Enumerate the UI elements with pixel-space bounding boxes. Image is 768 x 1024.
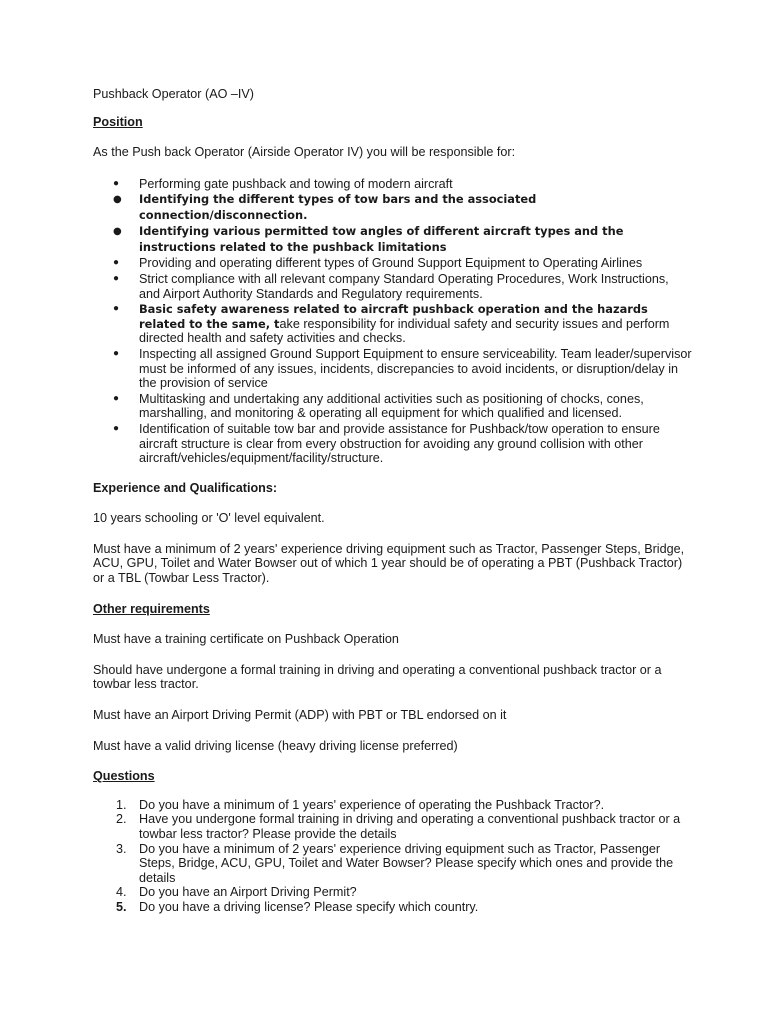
list-item-text-bold: Basic safety awareness related to aircraft pushback operation and the hazards related to the same, t <box>139 302 648 331</box>
intro-text: As the Push back Operator (Airside Operator IV) you will be responsible for: <box>93 145 516 160</box>
list-item-text: ake responsibility for individual safety and security issues and perform directed health and safety activities and checks. <box>139 316 670 346</box>
bullet-icon: ● <box>113 177 120 189</box>
list-item-text: Identification of suitable tow bar and provide assistance for Pushback/tow operation to ensure aircraft structure is clear from every obstruction for avoiding any ground collision with other aircraft/vehicles/equipment/facility/structure. <box>139 421 660 466</box>
list-item <box>93 392 693 421</box>
list-item <box>93 256 693 271</box>
questions-heading: Questions <box>93 769 155 784</box>
bullet-icon: ● <box>113 226 122 238</box>
bullet-icon: ● <box>113 392 120 404</box>
list-item-text: Strict compliance with all relevant company Standard Operating Procedures, Work Instructions, and Airport Authority Standards and Regulatory requirements. <box>139 271 669 301</box>
question-item <box>93 900 693 915</box>
list-item <box>93 192 693 223</box>
list-item-text: Identifying the different types of tow bars and the associated connection/disconnection. <box>139 192 537 222</box>
list-item-text: Identifying various permitted tow angles of different aircraft types and the instructions related to the pushback limitations <box>139 224 624 254</box>
question-item <box>93 812 693 841</box>
requirement-item: Must have an Airport Driving Permit (ADP) with PBT or TBL endorsed on it <box>93 708 507 723</box>
list-item <box>93 272 693 301</box>
list-item-text: Providing and operating different types of Ground Support Equipment to Operating Airlines <box>139 256 643 271</box>
requirement-item: Must have a valid driving license (heavy driving license preferred) <box>93 738 458 753</box>
question-text: Do you have an Airport Driving Permit? <box>139 885 357 900</box>
bullet-icon: ● <box>113 272 120 284</box>
question-number: 2. <box>116 812 127 827</box>
question-text: Have you undergone formal training in driving and operating a conventional pushback tractor or a towbar less tractor? Please provide the details <box>139 812 681 841</box>
bullet-icon: ● <box>113 194 122 206</box>
question-number: 4. <box>116 885 127 900</box>
list-item <box>93 422 693 466</box>
other-requirements-heading: Other requirements <box>93 601 210 616</box>
question-number: 5. <box>116 899 127 914</box>
question-number: 1. <box>116 797 127 812</box>
experience-item: 10 years schooling or 'O' level equivalent. <box>93 511 325 526</box>
requirement-item: Should have undergone a formal training in driving and operating a conventional pushback tractor or a towbar less tractor. <box>93 662 662 692</box>
requirement-item: Must have a training certificate on Pushback Operation <box>93 632 399 647</box>
question-text: Do you have a minimum of 2 years' experience driving equipment such as Tractor, Passenger Steps, Bridge, ACU, GPU, Toilet and Water Bowser? Please specify which ones and provide the details <box>139 841 674 885</box>
list-item-text: Performing gate pushback and towing of modern aircraft <box>139 176 453 191</box>
experience-heading: Experience and Qualifications: <box>93 480 278 495</box>
list-item <box>93 347 693 391</box>
list-item <box>93 302 693 346</box>
document-title: Pushback Operator (AO –IV) <box>93 87 254 101</box>
question-item <box>93 885 693 900</box>
position-heading: Position <box>93 114 143 129</box>
bullet-icon: ● <box>113 347 120 359</box>
list-item-text: Multitasking and undertaking any additional activities such as positioning of chocks, cones, marshalling, and monitoring & operating all equipment for which qualified and licensed. <box>139 391 644 421</box>
question-item <box>93 798 693 813</box>
bullet-icon: ● <box>113 257 120 269</box>
list-item <box>93 177 693 192</box>
question-text: Do you have a driving license? Please specify which country. <box>139 899 479 914</box>
questions-list <box>93 798 693 915</box>
question-text: Do you have a minimum of 1 years' experience of operating the Pushback Tractor?. <box>139 797 605 812</box>
document-body <box>93 87 693 915</box>
bullet-icon: ● <box>113 422 120 434</box>
question-item <box>93 842 693 886</box>
bullet-icon: ● <box>113 303 120 315</box>
question-number: 3. <box>116 841 127 856</box>
experience-item: Must have a minimum of 2 years' experience driving equipment such as Tractor, Passenger Steps, Bridge, ACU, GPU, Toilet and Water Bowser out of which 1 year should be of operating a PBT (Pushback Tractor) or a TBL (Towbar Less Tractor). <box>93 541 685 586</box>
list-item-text: Inspecting all assigned Ground Support Equipment to ensure serviceability. Team leader/supervisor must be informed of any issues, incidents, discrepancies to avoid incidents, or disruption/delay in the provision of service <box>139 346 692 391</box>
responsibilities-list <box>93 177 693 466</box>
list-item <box>93 224 693 255</box>
